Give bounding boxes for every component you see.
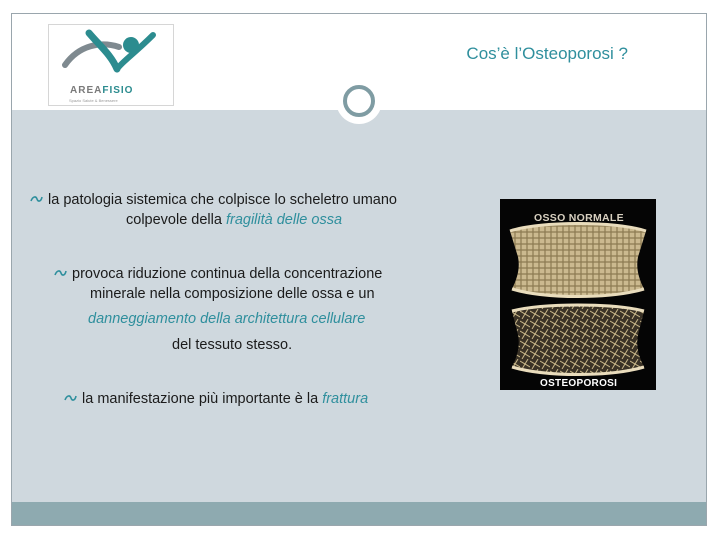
bullet-3 (64, 389, 464, 409)
label-normal-bone: OSSO NORMALE (534, 212, 624, 224)
label-osteoporotic-bone: OSTEOPOROSI (540, 378, 618, 389)
wave-bullet-icon (30, 194, 43, 204)
bullet-1-emphasis: fragilità delle ossa (225, 212, 343, 228)
bullet-3-emphasis: frattura (322, 391, 369, 407)
wave-bullet-icon (64, 393, 77, 403)
bullet-2-line-4: del tessuto stesso. (172, 337, 293, 353)
bone-comparison-image (500, 199, 656, 390)
bullet-2-line-1: provoca riduzione continua della concentrazione (72, 266, 383, 282)
bullet-2-line-2: minerale nella composizione delle ossa e un (90, 286, 375, 302)
footer-band (12, 502, 706, 525)
bullet-2 (54, 264, 454, 355)
bullet-2-emphasis: danneggiamento della architettura cellulare (88, 311, 366, 327)
bullet-3-text: la manifestazione più importante è la (82, 391, 323, 407)
bullet-1-text: la patologia sistemica che colpisce lo scheletro umano (48, 192, 397, 208)
bone-illustration (500, 199, 656, 390)
bullet-1 (30, 190, 470, 230)
bullet-1-text-continued: colpevole della (126, 212, 226, 228)
areafisio-logo (48, 24, 174, 106)
logo-wordmark: AREAFISIO (70, 85, 134, 96)
logo-tagline: Spazio Salute & Benessere (69, 98, 118, 103)
slide-title: Cos’è l’Osteoporosi ? (466, 44, 628, 63)
wave-bullet-icon (54, 268, 67, 278)
ring-icon (336, 78, 382, 124)
